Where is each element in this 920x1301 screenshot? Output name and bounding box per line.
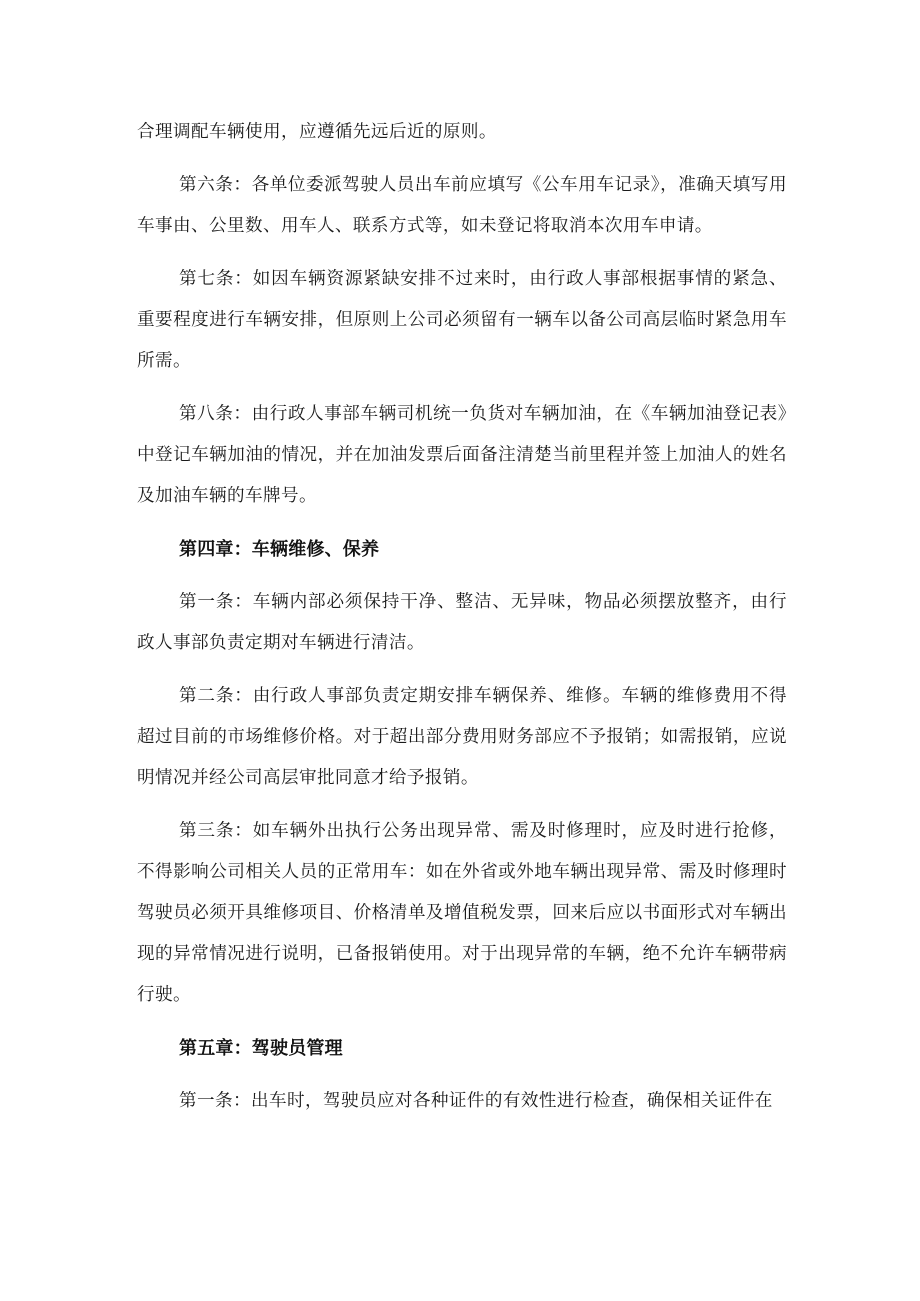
paragraph-article-8: 第八条：由行政人事部车辆司机统一负货对车辆加油，在《车辆加油登记表》中登记车辆加油的情况，并在加油发票后面备注清楚当前里程并签上加油人的姓名及加油车辆的车牌号。 xyxy=(137,404,787,506)
paragraph-ch4-article-1: 第一条：车辆内部必须保持干净、整洁、无异味，物品必须摆放整齐，由行政人事部负责定期对车辆进行清洁。 xyxy=(137,592,787,653)
chapter-5-heading: 第五章：驾驶员管理 xyxy=(179,1038,343,1059)
document-body xyxy=(137,112,787,1134)
paragraph-ch4-article-2: 第二条：由行政人事部负责定期安排车辆保养、维修。车辆的维修费用不得超过目前的市场维修价格。对于超出部分费用财务部应不予报销；如需报销，应说明情况并经公司高层审批同意才给予报销。 xyxy=(137,686,787,788)
chapter-4-heading: 第四章：车辆维修、保养 xyxy=(179,539,380,560)
paragraph-article-6: 第六条：各单位委派驾驶人员出车前应填写《公车用车记录》，准确天填写用车事由、公里数、用车人、联系方式等，如未登记将取消本次用车申请。 xyxy=(137,175,787,236)
paragraph-continuation: 合理调配车辆使用，应遵循先远后近的原则。 xyxy=(137,122,497,142)
paragraph-article-7: 第七条：如因车辆资源紧缺安排不过来时，由行政人事部根据事情的紧急、重要程度进行车辆安排，但原则上公司必须留有一辆车以备公司高层临时紧急用车所需。 xyxy=(137,269,787,371)
paragraph-ch5-article-1: 第一条：出车时，驾驶员应对各种证件的有效性进行检查，确保相关证件在 xyxy=(179,1091,773,1111)
paragraph-ch4-article-3: 第三条：如车辆外出执行公务出现异常、需及时修理时，应及时进行抢修，不得影响公司相关人员的正常用车：如在外省或外地车辆出现异常、需及时修理时驾驶员必须开具维修项目、价格清单及增值税发票，回来后应以书面形式对车辆出现的异常情况进行说明，已备报销使用。对于出现异常的车辆，绝不允许车辆带病行驶。 xyxy=(137,821,787,1005)
